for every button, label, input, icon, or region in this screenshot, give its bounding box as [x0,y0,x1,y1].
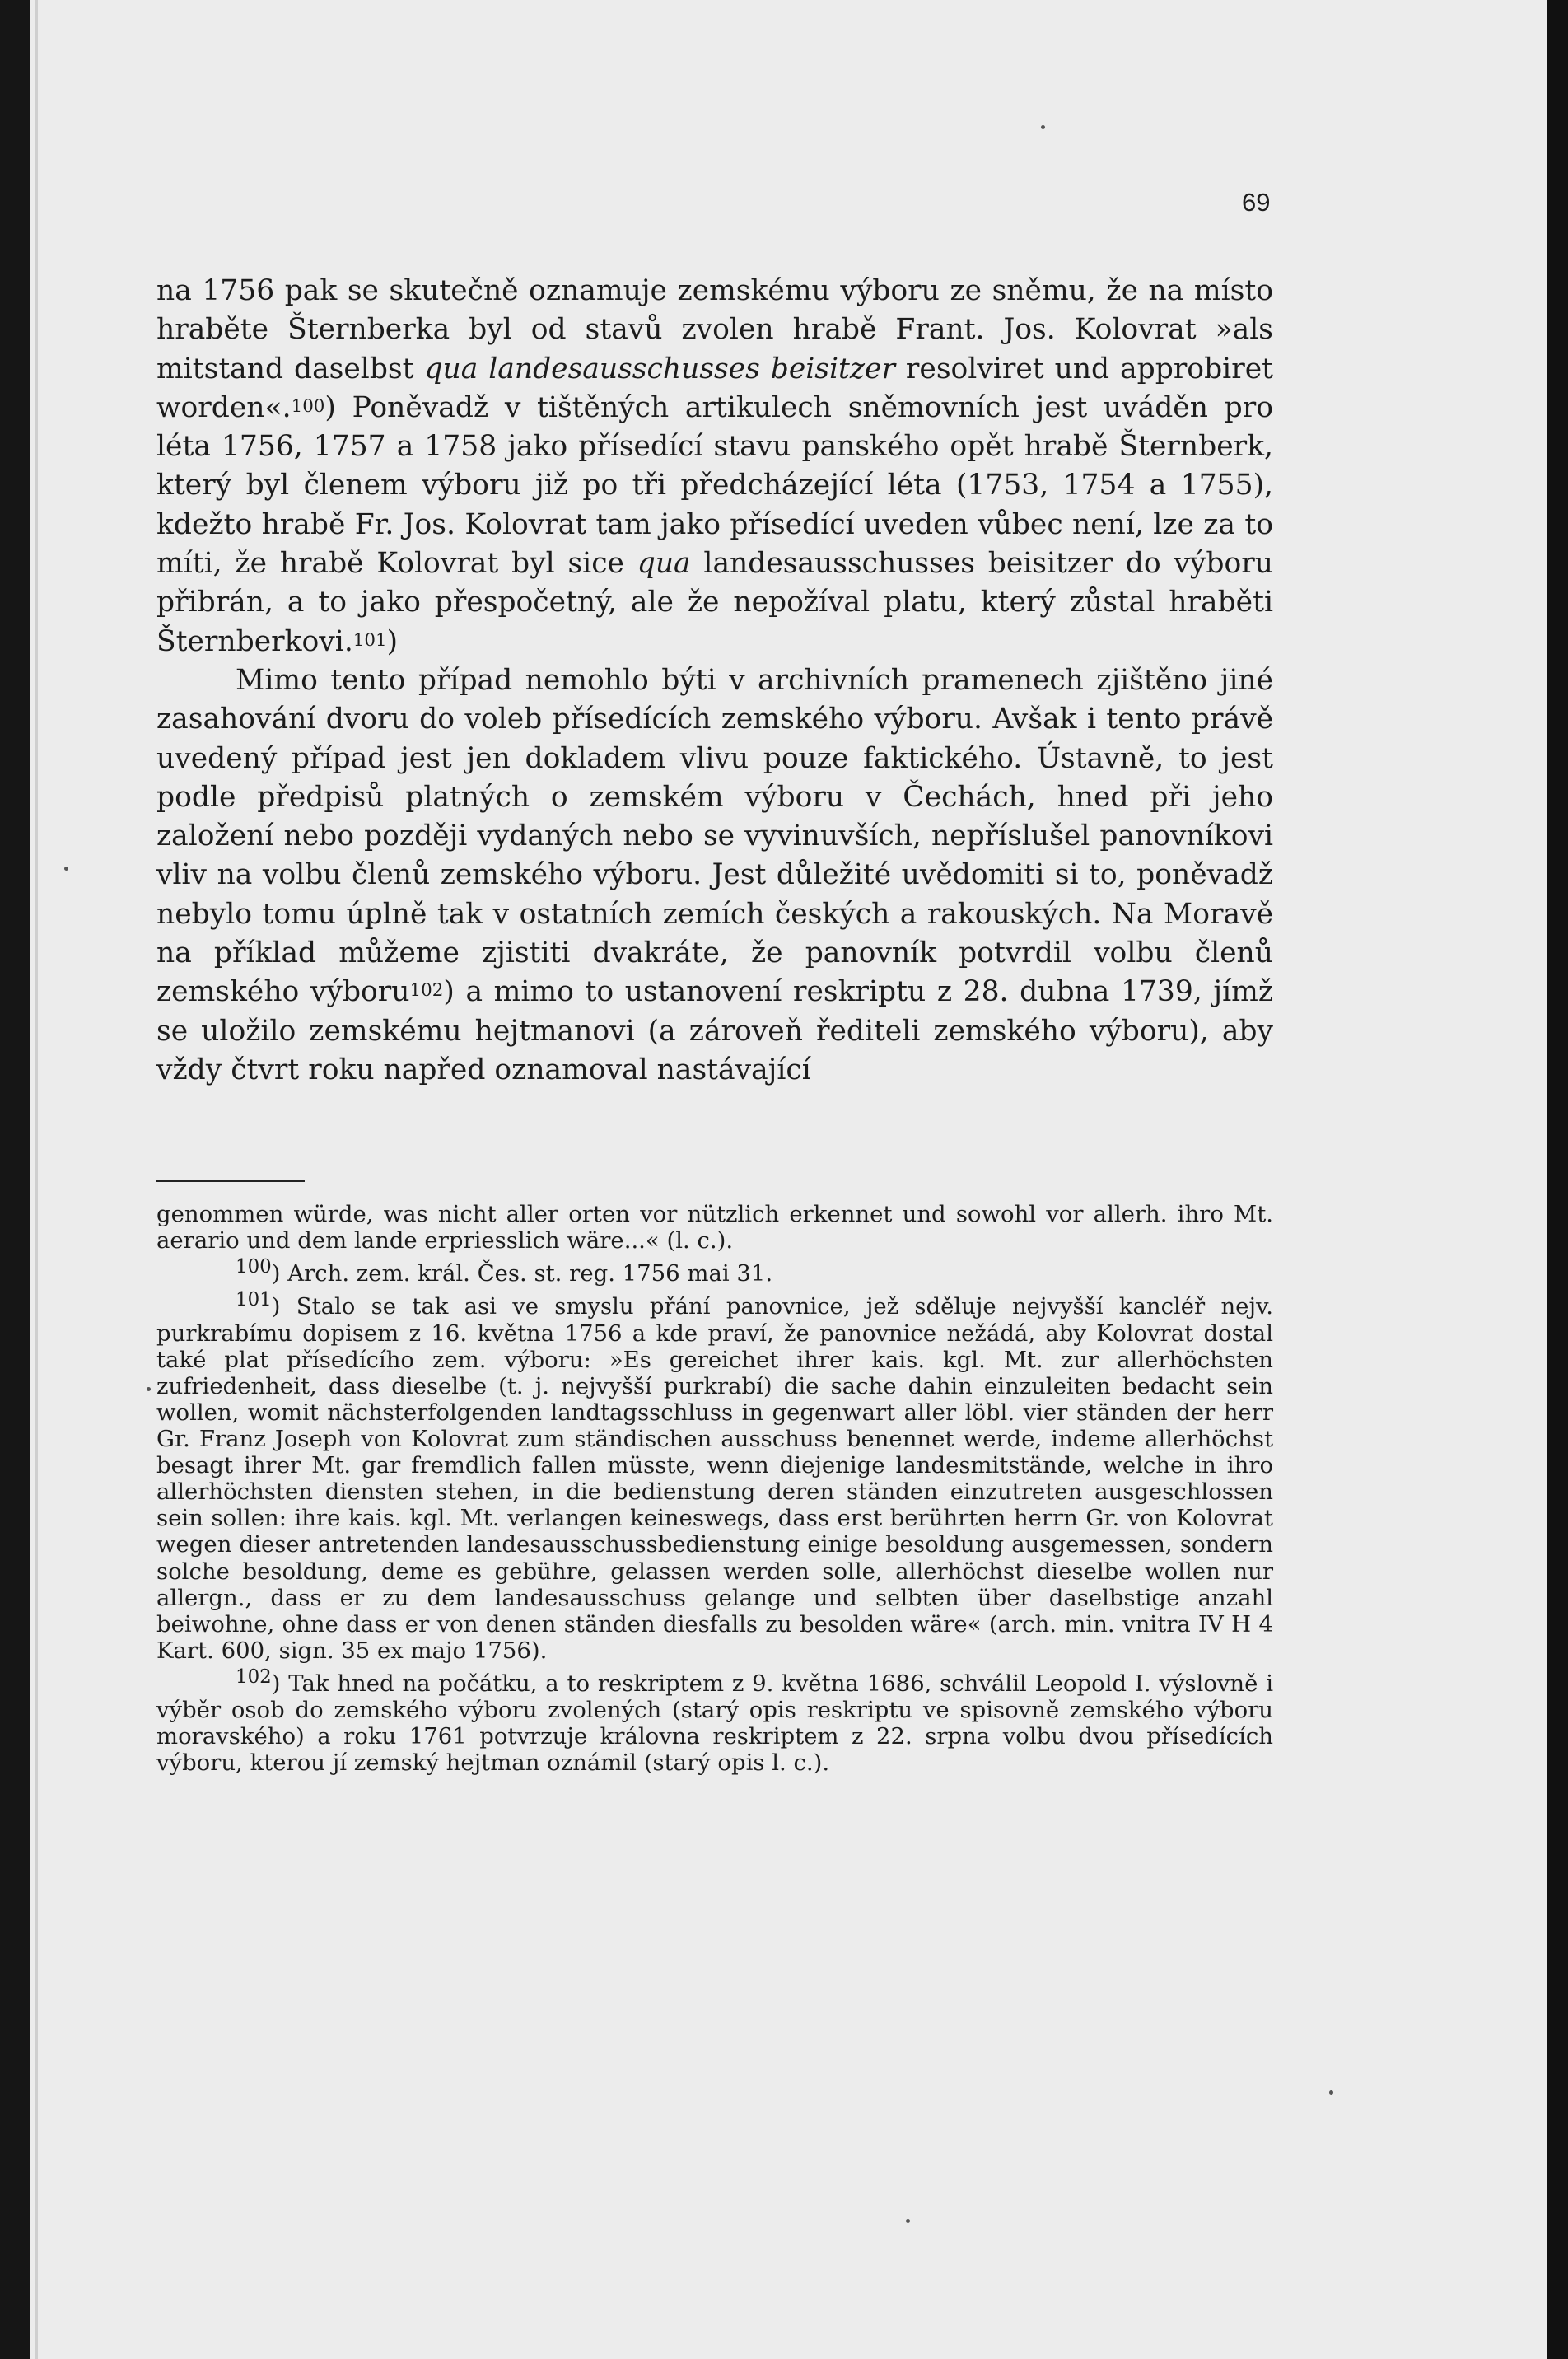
book-spine-shadow [0,0,30,2359]
text-span: resolviret und approbiret worden«. [156,352,1273,424]
body-paragraph-1 [156,272,1273,661]
footnotes [156,1201,1273,1776]
scan-speck [147,1387,151,1391]
scan-speck [1041,125,1045,129]
main-text [156,272,1273,1090]
footnote-text: ) Tak hned na počátku, a to reskriptem z 9. května 1686, schválil Leopold I. výslovně i výběr osob do zemského výboru zvolených (starý opis reskriptu ve spisovně zemského výboru moravského) a roku 1761 potvrzuje královna reskriptem z 22. srpna volbu dvou přísedících výboru, kterou jí zemský hejtman oznámil (starý opis l. c.). [156,1670,1273,1777]
footnote-102 [156,1664,1273,1777]
page-number: 69 [1242,188,1271,217]
scan-speck [906,2219,910,2223]
footnote-ref-102: 102 [409,980,444,1002]
text-span: na 1756 pak se skutečně oznamuje zemskému výboru ze sněmu, že na místo hraběte Šternberka byl od stavů zvolen hrabě Frant. Jos. Kolovrat »als mitstand daselbst [156,274,1273,385]
text-span: ) a mimo to ustanovení reskriptu z 28. dubna 1739, jímž se uložilo zemskému hejtmanovi (a zároveň řediteli zemského výboru), aby vždy čtvrt roku napřed oznamoval nastávající [156,975,1273,1086]
scan-speck [1329,2090,1333,2095]
text-span: landesausschusses beisitzer do výboru přibrán, a to jako přespočetný, ale že nepožíval platu, který zůstal hraběti Šternberkovi. [156,547,1273,658]
text-span: ) Poněvadž v tištěných artikulech sněmovních jest uváděn pro léta 1756, 1757 a 1758 jako přísedící stavu panského opět hrabě Šternberk, který byl členem výboru již po tři předcházející léta (1753, 1754 a 1755), kdežto hrabě Fr. Jos. Kolovrat tam jako přísedící uveden vůbec není, lze za to míti, že hrabě Kolovrat byl sice [156,390,1273,581]
right-scan-edge [1547,0,1568,2359]
footnote-number: 102 [236,1665,272,1688]
text-span: Mimo tento případ nemohlo býti v archivních pramenech zjištěno jiné zasahování dvoru do voleb přísedících zemského výboru. Avšak i tento právě uvedený případ jest jen dokladem vlivu pouze faktického. Ústavně, to jest podle předpisů platných o zemském výboru v Čechách, hned při jeho založení nebo později vydaných nebo se vyvinuvších, nepříslušel panovníkovi vliv na volbu členů zemského výboru. Jest důležité uvědomiti si to, poněvadž nebylo tomu úplně tak v ostatních zemích českých a rakouských. Na Moravě na příklad můžeme zjistiti dvakráte, že panovník potvrdil volbu členů zemského výboru [156,663,1273,1009]
footnote-text: ) Arch. zem. král. Čes. st. reg. 1756 mai 31. [271,1260,773,1287]
footnote-101 [156,1287,1273,1663]
footnote-100 [156,1254,1273,1287]
scan-speck [64,867,68,871]
footnote-number: 101 [236,1289,272,1311]
italic-qua: qua [637,547,691,581]
footnote-number: 100 [236,1256,272,1278]
page-edge-line [35,0,38,2359]
footnote-text: ) Stalo se tak asi ve smyslu přání panovnice, jež sděluje nejvyšší kancléř nejv. purkrabímu dopisem z 16. května 1756 a kde praví, že panovnice nežádá, aby Kolovrat dostal také plat přísedícího zem. výboru: »Es gereichet ihrer kais. kgl. Mt. zur allerhöchsten zufriedenheit, dass dieselbe (t. j. nejvyšší purkrabí) die sache dahin einzuleiten bedacht sein wollen, womit nächsterfolgenden landtagsschluss in gegenwart aller löbl. vier ständen der herr Gr. Franz Joseph von Kolovrat zum ständischen ausschuss benennet werde, indeme allerhöchst besagt ihrer Mt. gar fremdlich fallen müsste, wenn diejenige landesmitstände, welche in ihro allerhöchsten diensten stehen, in die bedienstung deren ständen einzutreten ausgeschlossen sein sollen: ihre kais. kgl. Mt. verlangen keineswegs, dass erst berührten herrn Gr. von Kolovrat wegen dieser antretenden landesausschussbedienstung einige besoldung ausgemessen, sondern solche besoldung, deme es gebühre, gelassen werden solle, allerhöchst dieselbe wollen nur allergn., dass er zu dem landesausschuss gelange und selbten über daselbstige anzahl beiwohne, ohne dass er von denen ständen diesfalls zu besolden wäre« (arch. min. vnitra IV H 4 Kart. 600, sign. 35 ex majo 1756). [156,1293,1273,1664]
text-span: ) [386,624,399,658]
footnote-separator [156,1180,305,1182]
footnote-ref-100: 100 [291,395,325,417]
italic-quote: qua landesausschusses beisitzer [424,352,895,385]
footnote-ref-101: 101 [352,629,387,651]
body-paragraph-2 [156,661,1273,1090]
footnote-continuation: genommen würde, was nicht aller orten vor nützlich erkennet und sowohl vor allerh. ihro Mt. aerario und dem lande erpriesslich wäre...« (l. c.). [156,1201,1273,1254]
